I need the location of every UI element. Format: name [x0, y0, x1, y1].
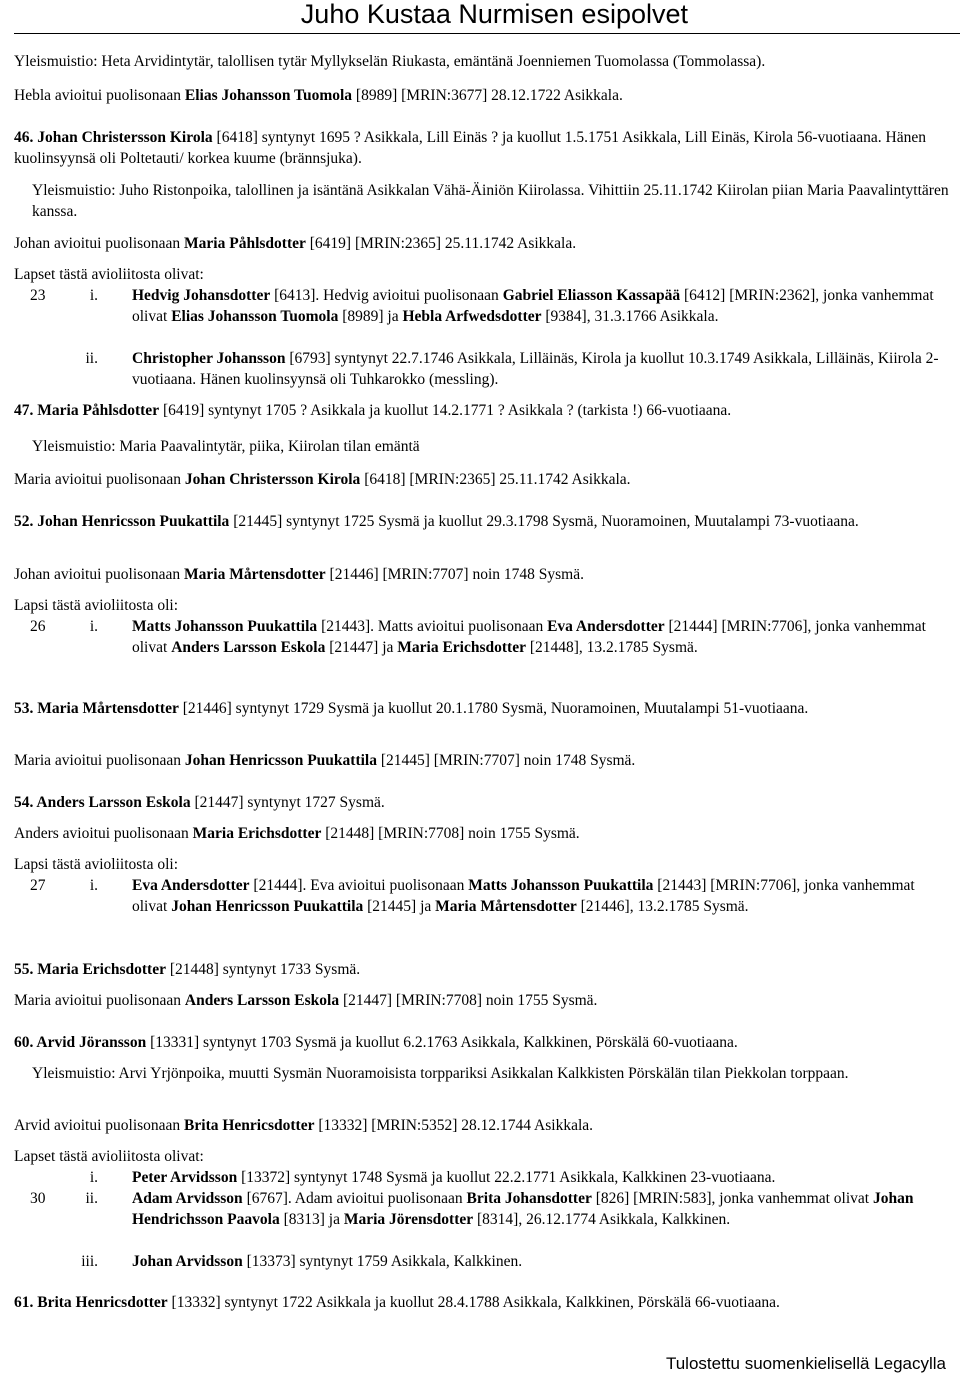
note-paragraph — [32, 1063, 950, 1084]
person-entry-47 — [14, 400, 950, 421]
child-entry — [132, 285, 952, 327]
text: Johan avioitui puolisonaan — [14, 235, 185, 252]
text: [13372] syntynyt 1748 Sysmä ja kuollut 22.2.1771 Asikkala, Kalkkinen 23-vuotiaana. — [237, 1169, 776, 1186]
person-details: [21448] syntynyt 1733 Sysmä. — [165, 961, 361, 978]
person-name: 54. Anders Larsson Eskola — [14, 794, 191, 811]
text: [8314], 26.12.1774 Asikkala, Kalkkinen. — [473, 1211, 731, 1228]
note-paragraph — [32, 436, 950, 457]
child-entry — [132, 875, 952, 917]
child-name: Christopher Johansson — [132, 350, 286, 367]
child-name: Adam Arvidsson — [132, 1190, 243, 1207]
marriage-paragraph — [14, 233, 950, 254]
spouse-name: Johan Christersson Kirola — [184, 471, 361, 488]
person-details: [21447] syntynyt 1727 Sysmä. — [190, 794, 385, 811]
text: [21445] ja — [363, 898, 436, 915]
text: [21443]. Matts avioitui puolisonaan — [317, 618, 548, 635]
marriage-paragraph — [14, 1115, 950, 1136]
child-index: iii. — [81, 1253, 98, 1270]
note-text: Yleismuistio: Juho Ristonpoika, talollinen ja isäntänä Asikkalan Vähä-Äiniön Kiirolassa. Vihittiin 25.11.1742 Kiirolan piian Maria Paavalintyttären kanssa. — [32, 182, 949, 220]
person-name: 53. Maria Mårtensdotter — [14, 700, 179, 717]
child-index: i. — [89, 287, 98, 304]
text: [6793] syntynyt 22.7.1746 Asikkala, Lilläinäs, Kirola ja kuollut 10.3.1749 Asikkala, Lilläinäs, Kiirola 2-vuotiaana. Hänen kuolinsyynsä oli Tuhkarokko (messling). — [132, 350, 939, 388]
child-index: ii. — [85, 350, 98, 367]
marriage-paragraph — [14, 469, 950, 490]
person-entry-60 — [14, 1032, 950, 1053]
text: [21443] [MRIN:7706], jonka vanhemmat olivat — [132, 877, 915, 915]
person-name: 60. Arvid Jöransson — [14, 1034, 147, 1051]
text: [8989] [MRIN:3677] 28.12.1722 Asikkala. — [352, 87, 623, 104]
text: [6419] [MRIN:2365] 25.11.1742 Asikkala. — [305, 235, 577, 252]
child-name: Matts Johansson Puukattila — [132, 618, 318, 635]
marriage-paragraph — [14, 750, 950, 771]
child-name: Johan Arvidsson — [132, 1253, 243, 1270]
child-index: i. — [89, 1169, 98, 1186]
child-entry — [132, 1167, 952, 1188]
child-entry — [132, 616, 952, 658]
parent-name: Maria Mårtensdotter — [435, 898, 577, 915]
text: [826] [MRIN:583], jonka vanhemmat olivat — [591, 1190, 873, 1207]
child-ref-number: 30 — [30, 1190, 46, 1207]
person-details: [13332] syntynyt 1722 Asikkala ja kuollut 28.4.1788 Asikkala, Kalkkinen, Pörskälä 66-vuotiaana. — [167, 1294, 780, 1311]
spouse-name: Eva Andersdotter — [547, 618, 665, 635]
parent-name: Maria Jörensdotter — [343, 1211, 474, 1228]
parent-name: Johan Henricsson Puukattila — [171, 898, 364, 915]
child-index: i. — [89, 877, 98, 894]
children-heading — [14, 595, 950, 616]
text: [6418] [MRIN:2365] 25.11.1742 Asikkala. — [360, 471, 631, 488]
spouse-name: Brita Johansdotter — [466, 1190, 592, 1207]
text: [21447] [MRIN:7708] noin 1755 Sysmä. — [339, 992, 598, 1009]
text: [21448] [MRIN:7708] noin 1755 Sysmä. — [321, 825, 580, 842]
person-details: [6419] syntynyt 1705 ? Asikkala ja kuollut 14.2.1771 ? Asikkala ? (tarkista !) 66-vuotiaana. — [159, 402, 732, 419]
person-entry-54 — [14, 792, 950, 813]
text: Lapsi tästä avioliitosta oli: — [14, 597, 179, 614]
person-name: 52. Johan Henricsson Puukattila — [14, 513, 230, 530]
note-paragraph — [32, 180, 950, 222]
text: Maria avioitui puolisonaan — [14, 752, 185, 769]
page-header-title: Juho Kustaa Nurmisen esipolvet — [300, 0, 688, 29]
parent-name: Elias Johansson Tuomola — [171, 308, 339, 325]
child-name: Hedvig Johansdotter — [132, 287, 271, 304]
person-entry-61 — [14, 1292, 950, 1313]
person-name: 47. Maria Påhlsdotter — [14, 402, 160, 419]
text: [6767]. Adam avioitui puolisonaan — [242, 1190, 467, 1207]
marriage-paragraph — [14, 990, 950, 1011]
text: Lapsi tästä avioliitosta oli: — [14, 856, 179, 873]
children-heading — [14, 264, 950, 285]
child-entry — [132, 1188, 952, 1230]
parent-name: Anders Larsson Eskola — [171, 639, 326, 656]
text: Lapset tästä avioliitosta olivat: — [14, 266, 204, 283]
note-text: Yleismuistio: Maria Paavalintytär, piika, Kiirolan tilan emäntä — [32, 438, 420, 455]
text: [8313] ja — [279, 1211, 344, 1228]
person-details: [21445] syntynyt 1725 Sysmä ja kuollut 29.3.1798 Sysmä, Nuoramoinen, Muutalampi 73-vuotiaana. — [229, 513, 859, 530]
parent-name: Hebla Arfwedsdotter — [402, 308, 542, 325]
child-entry — [132, 348, 952, 390]
text: Arvid avioitui puolisonaan — [14, 1117, 185, 1134]
spouse-name: Elias Johansson Tuomola — [184, 87, 353, 104]
text: [21444] [MRIN:7706], jonka vanhemmat olivat — [132, 618, 926, 656]
text: [21448], 13.2.1785 Sysmä. — [525, 639, 698, 656]
spouse-name: Anders Larsson Eskola — [184, 992, 340, 1009]
text: Lapset tästä avioliitosta olivat: — [14, 1148, 204, 1165]
marriage-paragraph — [14, 823, 950, 844]
text: [21447] ja — [325, 639, 398, 656]
child-index: i. — [89, 618, 98, 635]
text: [21446] [MRIN:7707] noin 1748 Sysmä. — [325, 566, 584, 583]
text: [9384], 31.3.1766 Asikkala. — [541, 308, 719, 325]
header-divider — [14, 33, 960, 34]
spouse-name: Maria Erichsdotter — [192, 825, 322, 842]
child-ref-number: 27 — [30, 877, 46, 894]
person-details: [21446] syntynyt 1729 Sysmä ja kuollut 20.1.1780 Sysmä, Nuoramoinen, Muutalampi 51-vuotiaana. — [178, 700, 809, 717]
text: Maria avioitui puolisonaan — [14, 471, 185, 488]
spouse-name: Gabriel Eliasson Kassapää — [502, 287, 681, 304]
text: Hebla avioitui puolisonaan — [14, 87, 185, 104]
text: [6412] [MRIN:2362], jonka vanhemmat olivat — [132, 287, 934, 325]
person-name: 55. Maria Erichsdotter — [14, 961, 166, 978]
person-entry-55 — [14, 959, 950, 980]
note-paragraph — [14, 51, 950, 72]
spouse-name: Maria Påhlsdotter — [184, 235, 306, 252]
spouse-name: Brita Henricsdotter — [184, 1117, 315, 1134]
spouse-name: Johan Henricsson Puukattila — [184, 752, 377, 769]
child-entry — [132, 1251, 952, 1272]
text: [13373] syntynyt 1759 Asikkala, Kalkkinen. — [242, 1253, 523, 1270]
person-entry-46 — [14, 127, 950, 169]
page-footer: Tulostettu suomenkielisellä Legacylla — [665, 1354, 946, 1373]
text: Johan avioitui puolisonaan — [14, 566, 185, 583]
parent-name: Johan Hendrichsson Paavola — [132, 1190, 914, 1228]
person-details: [6418] syntynyt 1695 ? Asikkala, Lill Einäs ? ja kuollut 1.5.1751 Asikkala, Lill Einäs, Kirola 56-vuotiaana. Hänen kuolinsyynsä oli Poltetauti/ korkea kuume (brännsjuka). — [14, 129, 926, 167]
text: [8989] ja — [338, 308, 403, 325]
person-details: [13331] syntynyt 1703 Sysmä ja kuollut 6.2.1763 Asikkala, Kalkkinen, Pörskälä 60-vuotiaana. — [146, 1034, 738, 1051]
child-name: Peter Arvidsson — [132, 1169, 238, 1186]
note-text: Yleismuistio: Arvi Yrjönpoika, muutti Sysmän Nuoramoisista torppariksi Asikkalan Kalkkisten Pörskälän tilan Piekkolan torppaan. — [32, 1065, 849, 1082]
text: [21444]. Eva avioitui puolisonaan — [249, 877, 469, 894]
child-name: Eva Andersdotter — [132, 877, 250, 894]
child-ref-number: 26 — [30, 618, 46, 635]
children-heading — [14, 1146, 950, 1167]
person-name: 61. Brita Henricsdotter — [14, 1294, 168, 1311]
parent-name: Maria Erichsdotter — [397, 639, 526, 656]
person-entry-53 — [14, 698, 950, 719]
spouse-name: Maria Mårtensdotter — [184, 566, 326, 583]
text: [21445] [MRIN:7707] noin 1748 Sysmä. — [376, 752, 636, 769]
child-index: ii. — [85, 1190, 98, 1207]
text: Anders avioitui puolisonaan — [14, 825, 193, 842]
text: [6413]. Hedvig avioitui puolisonaan — [270, 287, 503, 304]
person-entry-52 — [14, 511, 950, 532]
note-text: Yleismuistio: Heta Arvidintytär, talollisen tytär Myllykselän Riukasta, emäntänä Joenniemen Tuomolassa (Tommolassa). — [14, 53, 766, 70]
person-name: 46. Johan Christersson Kirola — [14, 129, 213, 146]
text: [21446], 13.2.1785 Sysmä. — [576, 898, 749, 915]
marriage-paragraph — [14, 564, 950, 585]
text: Maria avioitui puolisonaan — [14, 992, 185, 1009]
child-ref-number: 23 — [30, 287, 46, 304]
children-heading — [14, 854, 950, 875]
marriage-paragraph — [14, 85, 950, 106]
text: [13332] [MRIN:5352] 28.12.1744 Asikkala. — [314, 1117, 594, 1134]
spouse-name: Matts Johansson Puukattila — [468, 877, 654, 894]
